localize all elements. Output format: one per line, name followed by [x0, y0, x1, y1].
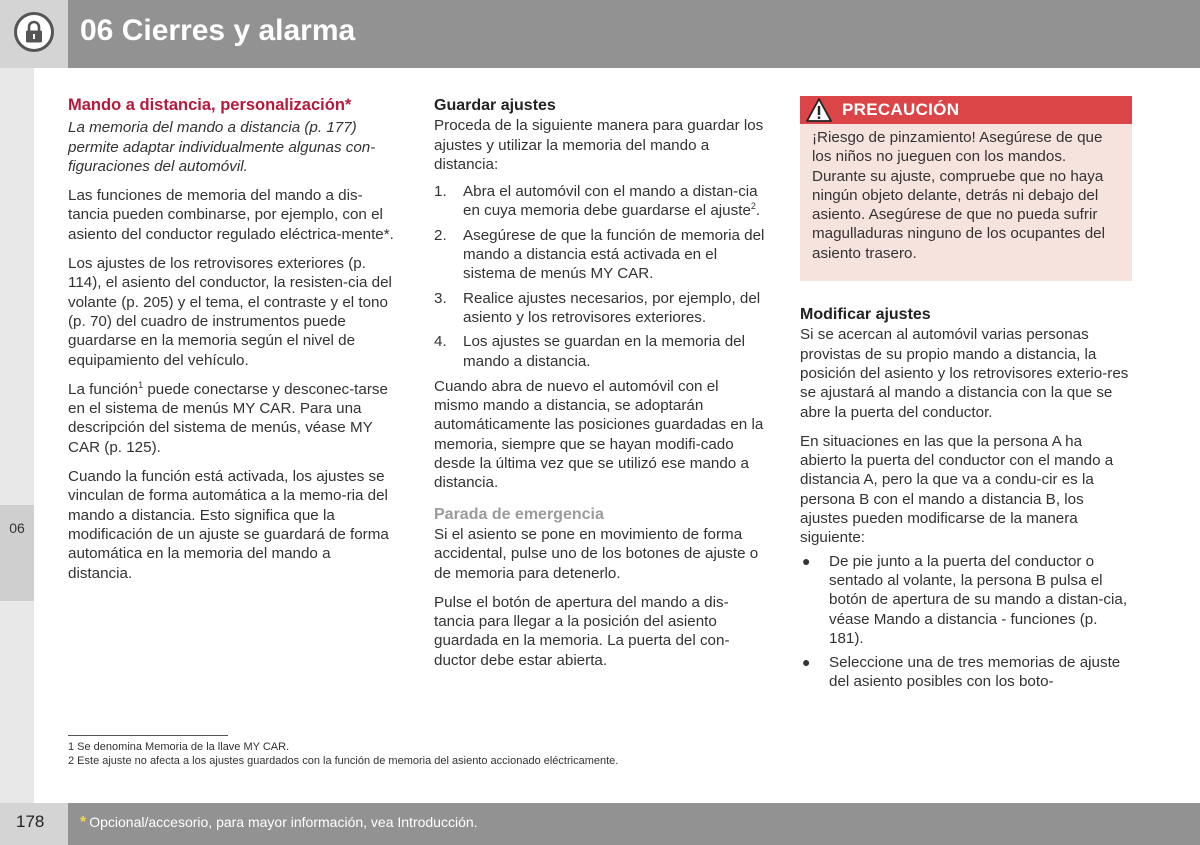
footnotes — [68, 740, 618, 768]
section-heading-emergency-stop: Parada de emergencia — [434, 505, 604, 523]
asterisk-icon: * — [80, 814, 87, 831]
column-3 — [800, 96, 1132, 697]
section-heading-save-settings: Guardar ajustes — [434, 97, 556, 114]
text-fragment: puede conectarse y desconec-tarse en el sistema de menús MY CAR. Para una descripción del sistema de menús, véase MY CAR (p. 125). — [68, 380, 388, 456]
chapter-title: 06 Cierres y alarma — [80, 14, 356, 47]
step-number: 3. — [434, 289, 447, 307]
column-1 — [68, 96, 398, 593]
paragraph: Si el asiento se pone en movimiento de forma accidental, pulse uno de los botones de ajuste o de memoria para detenerlo. — [434, 525, 759, 582]
paragraph — [68, 380, 398, 457]
caution-header — [800, 96, 1132, 124]
footer-note-text: Opcional/accesorio, para mayor información, vea Introducción. — [89, 814, 478, 830]
caution-title: PRECAUCIÓN — [842, 100, 960, 120]
list-item — [434, 332, 766, 371]
page-number: 178 — [16, 812, 45, 831]
step-text: Asegúrese de que la función de memoria del mando a distancia está activada en el sistema de menús MY CAR. — [463, 226, 765, 283]
step-text: Realice ajustes necesarios, por ejemplo, del asiento y los retrovisores exteriores. — [463, 289, 761, 326]
paragraph: Cuando la función está activada, los ajustes se vinculan de forma automática a la memo-ria del mando a distancia. Esto significa que la modificación de un ajuste se guardará de forma automática en la memoria del mando a distancia. — [68, 468, 389, 582]
list-item — [800, 552, 1132, 648]
step-end: . — [755, 202, 761, 220]
step-number: 2. — [434, 226, 447, 244]
step-number: 1. — [434, 183, 447, 201]
bullet-text: De pie junto a la puerta del conductor o sentado al volante, la persona B pulsa el botón de apertura de su mando a distan-cia, véase Mando a distancia - funciones (p. 181). — [829, 552, 1128, 647]
warning-triangle-icon — [804, 96, 834, 124]
section-heading-remote-personalization: Mando a distancia, personalización* — [68, 96, 352, 114]
lock-icon — [14, 12, 54, 52]
text-fragment: La función — [68, 380, 139, 398]
paragraph: Proceda de la siguiente manera para guardar los ajustes y utilizar la memoria del mando a distancia: — [434, 117, 764, 173]
list-item — [434, 182, 766, 221]
step-text: Los ajustes se guardan en la memoria del mando a distancia. — [463, 333, 745, 370]
caution-text: ¡Riesgo de pinzamiento! Asegúrese de que los niños no jueguen con los mandos. Durante su ajuste, compruebe que no haya ningún objeto delante, detrás ni debajo del asiento. Asegúrese de que no pueda sufrir magulladuras ninguno de los ocupantes del asiento trasero. — [812, 129, 1105, 262]
section-heading-modify-settings: Modificar ajustes — [800, 306, 931, 324]
bullet-icon: ● — [802, 552, 811, 569]
side-strip — [0, 68, 34, 803]
intro-paragraph: La memoria del mando a distancia (p. 177) permite adaptar individualmente algunas con-figuraciones del automóvil. — [68, 119, 376, 175]
bullet-list — [800, 552, 1132, 692]
footnote-rule — [68, 735, 228, 736]
footnote-ref: 1 — [138, 379, 144, 390]
paragraph: Pulse el botón de apertura del mando a dis-tancia para llegar a la posición del asiento guardada en la memoria. La puerta del con-ductor debe estar abierta. — [434, 593, 730, 669]
list-item — [434, 226, 766, 284]
steps-list — [434, 182, 766, 371]
paragraph: Las funciones de memoria del mando a dis-tancia pueden combinarse, por ejemplo, con el asiento del conductor regulado eléctrica-mente*. — [68, 187, 394, 243]
bullet-icon: ● — [802, 654, 811, 671]
footnote-1: 1 Se denomina Memoria de la llave MY CAR. — [68, 741, 290, 753]
column-2 — [434, 96, 766, 680]
caution-box — [800, 96, 1132, 281]
paragraph: Los ajustes de los retrovisores exteriores (p. 114), el asiento del conductor, la resisten-cia del volante (p. 205) y el tema, el contraste y el tono (p. 70) del cuadro de instrumentos puede guardarse en la memoria según el nivel de equipamiento del vehículo. — [68, 255, 392, 369]
footnote-2: 2 Este ajuste no afecta a los ajustes guardados con la función de memoria del asiento accionado eléctricamente. — [68, 755, 619, 767]
list-item — [800, 653, 1132, 692]
list-item — [434, 289, 766, 328]
footer-note — [80, 814, 478, 832]
paragraph: En situaciones en las que la persona A ha abierto la puerta del conductor con el mando a distancia A, pero la que va a condu-cir es la persona B con el mando a distancia B, los ajustes pueden modificarse de la manera siguiente: — [800, 432, 1114, 547]
paragraph: Si se acercan al automóvil varias personas provistas de su propio mando a distancia, la posición del asiento y los retrovisores exterio-res se ajustará al mando a distancia con la que se abre la puerta del conductor. — [800, 326, 1129, 421]
step-number: 4. — [434, 333, 447, 351]
chapter-tab-label: 06 — [9, 520, 25, 536]
header-icon-panel — [0, 0, 68, 68]
paragraph: Cuando abra de nuevo el automóvil con el mismo mando a distancia, se adoptarán automáticamente las posiciones guardadas en la memoria, siempre que se hayan modifi-cado desde la última vez que se utilizó ese mando a distancia. — [434, 377, 764, 492]
bullet-text: Seleccione una de tres memorias de ajuste del asiento posibles con los boto- — [829, 654, 1121, 691]
step-text: Abra el automóvil con el mando a distan-cia en cuya memoria debe guardarse el ajuste — [463, 183, 758, 220]
footnote-ref: 2 — [750, 201, 756, 212]
